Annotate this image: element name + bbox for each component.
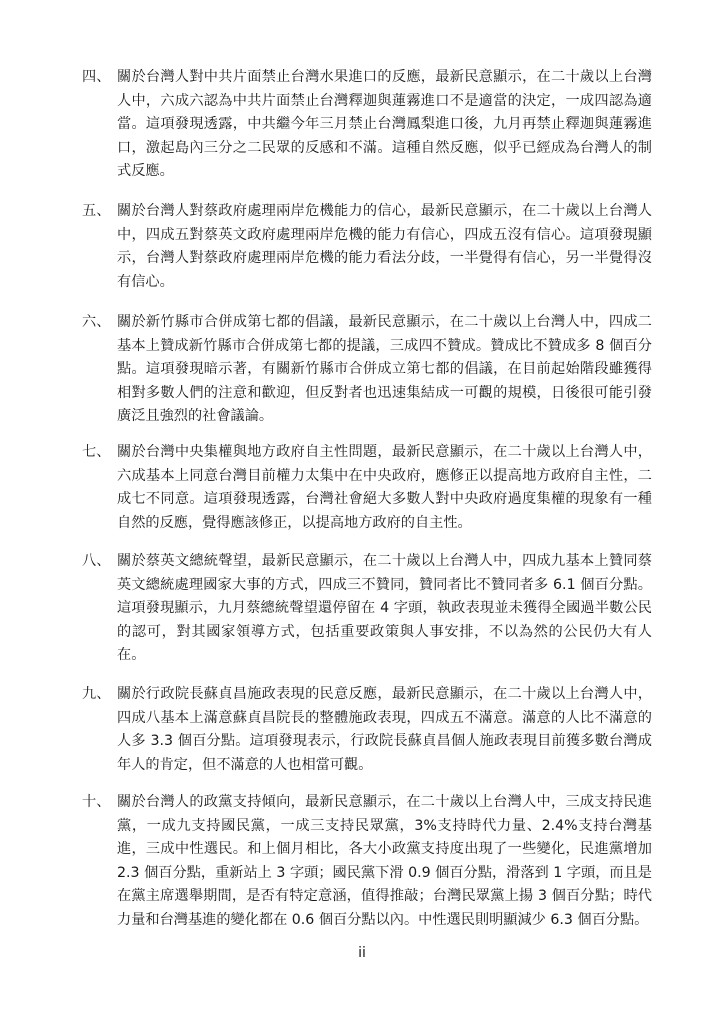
item-number: 十、	[82, 794, 111, 810]
item-number: 八、	[82, 553, 111, 569]
item-number: 五、	[82, 203, 111, 219]
item-paragraph: 關於新竹縣市合併成第七都的倡議，最新民意顯示，在二十歲以上台灣人中，四成二基本上贊成新竹縣市合併成第七都的提議，三成四不贊成。贊成比不贊成多 8 個百分點。這項發現暗示著，有關新竹縣市合併成立第七都的倡議，在目前起始階段雖獲得相對多數人們的注意和歡迎，但反對者也迅速集結成一可觀的規模，日後很可能引發廣泛且強烈的社會議論。	[117, 314, 652, 424]
item-paragraph: 關於台灣人對蔡政府處理兩岸危機能力的信心，最新民意顯示，在二十歲以上台灣人中，四成五對蔡英文政府處理兩岸危機的能力有信心，四成五沒有信心。這項發現顯示，台灣人對蔡政府處理兩岸危機的能力看法分歧，一半覺得有信心，另一半覺得沒有信心。	[117, 203, 652, 290]
summary-item-6	[82, 311, 652, 429]
summary-item-4	[82, 66, 652, 184]
summary-item-7	[82, 441, 652, 535]
item-paragraph: 關於台灣人的政黨支持傾向，最新民意顯示，在二十歲以上台灣人中，三成支持民進黨，一成九支持國民黨，一成三支持民眾黨，3%支持時代力量、2.4%支持台灣基進，三成中性選民。和上個月相比，各大小政黨支持度出現了一些變化，民進黨增加 2.3 個百分點，重新站上 3 字頭；國民黨下滑 0.9 個百分點，滑落到 1 字頭，而且是在黨主席選舉期間，是否有特定意涵，值得推敲；台灣民眾黨上揚 3 個百分點；時代力量和台灣基進的變化都在 0.6 個百分點以內。中性選民則明顯減少 6.3 個百分點。	[117, 794, 652, 928]
summary-item-10	[82, 791, 652, 932]
summary-item-8	[82, 550, 652, 668]
item-number: 四、	[82, 69, 111, 85]
summary-item-5	[82, 200, 652, 294]
item-paragraph: 關於行政院長蘇貞昌施政表現的民意反應，最新民意顯示，在二十歲以上台灣人中，四成八基本上滿意蘇貞昌院長的整體施政表現，四成五不滿意。滿意的人比不滿意的人多 3.3 個百分點。這項發現表示，行政院長蘇貞昌個人施政表現目前獲多數台灣成年人的肯定，但不滿意的人也相當可觀。	[117, 686, 652, 773]
item-paragraph: 關於台灣中央集權與地方政府自主性問題，最新民意顯示，在二十歲以上台灣人中，六成基本上同意台灣目前權力太集中在中央政府，應修正以提高地方政府自主性，二成七不同意。這項發現透露，台灣社會絕大多數人對中央政府過度集權的現象有一種自然的反應，覺得應該修正，以提高地方政府的自主性。	[117, 444, 652, 531]
item-paragraph: 關於蔡英文總統聲望，最新民意顯示，在二十歲以上台灣人中，四成九基本上贊同蔡英文總統處理國家大事的方式，四成三不贊同，贊同者比不贊同者多 6.1 個百分點。這項發現顯示，九月蔡總統聲望還停留在 4 字頭，執政表現並未獲得全國過半數公民的認可，對其國家領導方式，包括重要政策與人事安排，不以為然的公民仍大有人在。	[117, 553, 652, 663]
page-number: ii	[358, 945, 366, 961]
item-number: 七、	[82, 444, 111, 460]
item-number: 六、	[82, 314, 111, 330]
item-paragraph: 關於台灣人對中共片面禁止台灣水果進口的反應，最新民意顯示，在二十歲以上台灣人中，六成六認為中共片面禁止台灣釋迦與蓮霧進口不是適當的決定，一成四認為適當。這項發現透露，中共繼今年三月禁止台灣鳳梨進口後，九月再禁止釋迦與蓮霧進口，激起島內三分之二民眾的反感和不滿。這種自然反應，似乎已經成為台灣人的制式反應。	[117, 69, 652, 179]
summary-item-9	[82, 683, 652, 777]
item-number: 九、	[82, 686, 111, 702]
